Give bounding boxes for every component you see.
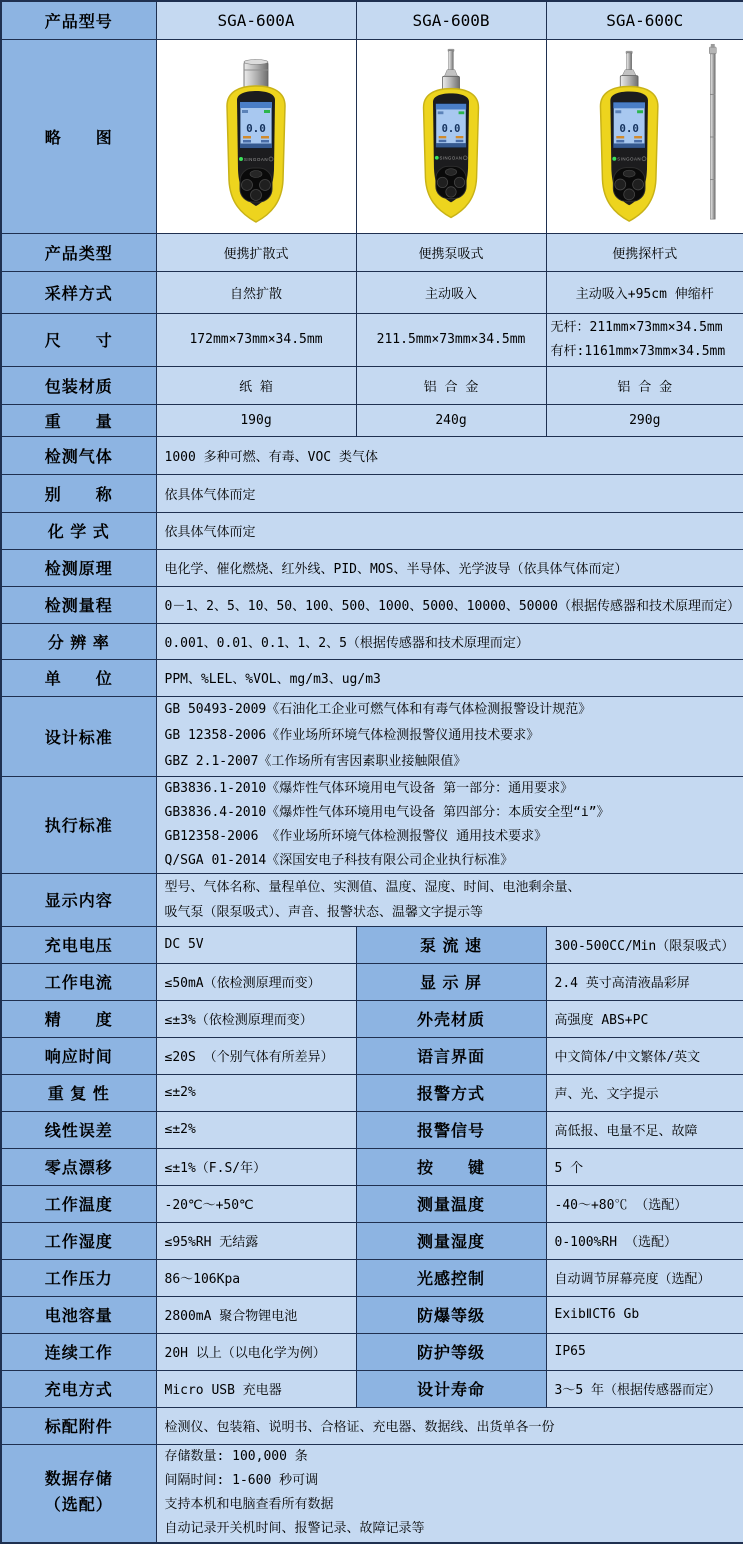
spec-value: 高强度 ABS+PC (546, 1000, 743, 1037)
header-col-label: 产品型号 (1, 1, 156, 39)
sampling-method-row (1, 271, 743, 313)
storage-label-line: （选配） (2, 1493, 156, 1519)
row-label: 执行标准 (1, 776, 156, 873)
spec-label: 设计寿命 (356, 1370, 546, 1407)
storage-line: 自动记录开关机时间、报警记录、故障记录等 (165, 1517, 740, 1541)
row-value: 240g (356, 404, 546, 436)
spec-label: 工作压力 (1, 1259, 156, 1296)
spec-label: 光感控制 (356, 1259, 546, 1296)
spec-value: 2.4 英寸高清液晶彩屏 (546, 963, 743, 1000)
spec-value: 3～5 年（根据传感器而定） (546, 1370, 743, 1407)
device-image-sga-600b (361, 42, 541, 230)
row-label: 分 辨 率 (1, 623, 156, 659)
spec-value: 5 个 (546, 1148, 743, 1185)
spec-label: 响应时间 (1, 1037, 156, 1074)
row-value: 211.5mm×73mm×34.5mm (356, 313, 546, 366)
row-value: 172mm×73mm×34.5mm (156, 313, 356, 366)
row-label: 化 学 式 (1, 512, 156, 549)
spec-value: 声、光、文字提示 (546, 1074, 743, 1111)
spec-label: 线性误差 (1, 1111, 156, 1148)
spec-value: 自动调节屏幕亮度（选配） (546, 1259, 743, 1296)
spec-value: ≤±2% (156, 1111, 356, 1148)
size-row (1, 313, 743, 366)
device-image-sga-600a (161, 42, 351, 230)
formula-row (1, 512, 743, 549)
accessories-row (1, 1407, 743, 1444)
spec-row (1, 1370, 743, 1407)
spec-label: 防爆等级 (356, 1296, 546, 1333)
spec-value: -20℃～+50℃ (156, 1185, 356, 1222)
spec-label: 报警信号 (356, 1111, 546, 1148)
spec-value: ≤95%RH 无结露 (156, 1222, 356, 1259)
spec-value: ≤20S （个别气体有所差异） (156, 1037, 356, 1074)
row-label: 单 位 (1, 659, 156, 696)
spec-row (1, 1222, 743, 1259)
row-value: 0.001、0.01、0.1、1、2、5（根据传感器和技术原理而定） (156, 623, 743, 659)
spec-label: 语言界面 (356, 1037, 546, 1074)
row-label: 别 称 (1, 474, 156, 512)
status-led (239, 157, 243, 161)
keypad (436, 166, 466, 198)
standard-line: GBZ 2.1-2007《工作场所有害因素职业接触限值》 (165, 749, 740, 775)
spec-label: 工作电流 (1, 963, 156, 1000)
header-row (1, 1, 743, 39)
row-value: 自然扩散 (156, 271, 356, 313)
spec-label: 工作湿度 (1, 1222, 156, 1259)
storage-label-line: 数据存储 (2, 1467, 156, 1493)
model-name-sga-600c: SGA-600C (546, 1, 743, 39)
spec-label: 显 示 屏 (356, 963, 546, 1000)
spec-row (1, 1333, 743, 1370)
standard-line: GB12358-2006 《作业场所环境气体检测报警仪 通用技术要求》 (165, 825, 740, 849)
storage-line: 支持本机和电脑查看所有数据 (165, 1493, 740, 1517)
row-label: 检测气体 (1, 436, 156, 474)
row-value: 检测仪、包装箱、说明书、合格证、充电器、数据线、出货单各一份 (156, 1407, 743, 1444)
row-value: 便携泵吸式 (356, 233, 546, 271)
row-value (546, 313, 743, 366)
spec-value: 20H 以上（以电化学为例） (156, 1333, 356, 1370)
spec-row (1, 1000, 743, 1037)
row-label: 产品类型 (1, 233, 156, 271)
spec-label: 充电电压 (1, 926, 156, 963)
sketch-row-label: 略 图 (1, 39, 156, 233)
spec-row (1, 1185, 743, 1222)
row-value: 便携探杆式 (546, 233, 743, 271)
row-value: 依具体气体而定 (156, 474, 743, 512)
screen-reading: 0.0 (246, 122, 266, 135)
brand-logo: SINGOAN (440, 156, 463, 161)
row-label: 尺 寸 (1, 313, 156, 366)
spec-row (1, 1259, 743, 1296)
spec-label: 外壳材质 (356, 1000, 546, 1037)
row-label: 采样方式 (1, 271, 156, 313)
execution-standard-row (1, 776, 743, 873)
spec-row (1, 1111, 743, 1148)
spec-value: ≤±2% (156, 1074, 356, 1111)
screen-reading: 0.0 (442, 123, 461, 135)
row-value: 主动吸入 (356, 271, 546, 313)
size-no-rod: 无杆：211mm×73mm×34.5mm (551, 316, 743, 340)
spec-row (1, 963, 743, 1000)
keypad (613, 168, 645, 202)
sensor-cap-icon (244, 60, 268, 89)
spec-label: 连续工作 (1, 1333, 156, 1370)
spec-label: 泵 流 速 (356, 926, 546, 963)
image-cell-sga-600a (156, 39, 356, 233)
row-value: 290g (546, 404, 743, 436)
display-line: 吸气泵（限泵吸式）、声音、报警状态、温馨文字提示等 (165, 900, 740, 925)
unit-row (1, 659, 743, 696)
row-value: 主动吸入+95cm 伸缩杆 (546, 271, 743, 313)
row-label: 包装材质 (1, 366, 156, 404)
row-value: 1000 多种可燃、有毒、VOC 类气体 (156, 436, 743, 474)
spec-label: 电池容量 (1, 1296, 156, 1333)
design-standard-row (1, 696, 743, 776)
spec-value: -40～+80℃ （选配） (546, 1185, 743, 1222)
pump-probe-icon (442, 49, 459, 91)
product-type-row (1, 233, 743, 271)
standard-line: Q/SGA 01-2014《深国安电子科技有限公司企业执行标准》 (165, 849, 740, 873)
row-value (156, 776, 743, 873)
row-label: 显示内容 (1, 873, 156, 926)
spec-row (1, 1074, 743, 1111)
gas-row (1, 436, 743, 474)
spec-label: 报警方式 (356, 1074, 546, 1111)
device-screen (240, 102, 272, 148)
spec-value: ≤±1%（F.S/年） (156, 1148, 356, 1185)
row-value: PPM、%LEL、%VOL、mg/m3、ug/m3 (156, 659, 743, 696)
row-value: 铝 合 金 (546, 366, 743, 404)
row-value: 电化学、催化燃烧、红外线、PID、MOS、半导体、光学波导（依具体气体而定） (156, 549, 743, 586)
brand-logo: SINGOAN (617, 157, 641, 162)
row-value: 铝 合 金 (356, 366, 546, 404)
spec-value: 300-500CC/Min（限泵吸式） (546, 926, 743, 963)
spec-value: 86～106Kpa (156, 1259, 356, 1296)
row-label: 设计标准 (1, 696, 156, 776)
spec-row (1, 1296, 743, 1333)
standard-line: GB3836.1-2010《爆炸性气体环境用电气设备 第一部分：通用要求》 (165, 777, 740, 801)
size-with-rod: 有杆:1161mm×73mm×34.5mm (551, 340, 743, 364)
packaging-row (1, 366, 743, 404)
standard-line: GB 12358-2006《作业场所环境气体检测报警仪通用技术要求》 (165, 723, 740, 749)
spec-row (1, 1037, 743, 1074)
keypad (240, 168, 272, 202)
spec-value: ≤±3%（依检测原理而变） (156, 1000, 356, 1037)
weight-row (1, 404, 743, 436)
status-led (612, 157, 616, 161)
row-value: 190g (156, 404, 356, 436)
spec-value: 中文简体/中文繁体/英文 (546, 1037, 743, 1074)
sketch-row (1, 39, 743, 233)
spec-label: 充电方式 (1, 1370, 156, 1407)
model-name-sga-600b: SGA-600B (356, 1, 546, 39)
range-row (1, 586, 743, 623)
screen-reading: 0.0 (619, 122, 639, 135)
spec-value: Micro USB 充电器 (156, 1370, 356, 1407)
row-label: 标配附件 (1, 1407, 156, 1444)
spec-row (1, 926, 743, 963)
row-value (156, 696, 743, 776)
spec-label: 测量湿度 (356, 1222, 546, 1259)
display-content-row (1, 873, 743, 926)
data-storage-row (1, 1444, 743, 1543)
standard-line: GB 50493-2009《石油化工企业可燃气体和有毒气体检测报警设计规范》 (165, 697, 740, 723)
spec-label: 测量温度 (356, 1185, 546, 1222)
row-label: 重 量 (1, 404, 156, 436)
spec-value: 0-100%RH （选配） (546, 1222, 743, 1259)
storage-line: 间隔时间: 1-600 秒可调 (165, 1469, 740, 1493)
display-line: 型号、气体名称、量程单位、实测值、温度、湿度、时间、电池剩余量、 (165, 875, 740, 900)
pump-probe-icon (620, 51, 638, 89)
spec-value: 2800mA 聚合物锂电池 (156, 1296, 356, 1333)
spec-row (1, 1148, 743, 1185)
spec-label: 防护等级 (356, 1333, 546, 1370)
status-led (435, 156, 439, 160)
device-screen (613, 102, 645, 148)
spec-value: DC 5V (156, 926, 356, 963)
row-label (1, 1444, 156, 1543)
image-cell-sga-600b (356, 39, 546, 233)
row-value: 0－1、2、5、10、50、100、500、1000、5000、10000、50000（根据传感器和技术原理而定） (156, 586, 743, 623)
device-screen (436, 104, 466, 148)
spec-label: 工作温度 (1, 1185, 156, 1222)
row-value (156, 1444, 743, 1543)
spec-label: 重 复 性 (1, 1074, 156, 1111)
row-value: 纸 箱 (156, 366, 356, 404)
model-name-sga-600a: SGA-600A (156, 1, 356, 39)
standard-line: GB3836.4-2010《爆炸性气体环境用电气设备 第四部分：本质安全型“i”》 (165, 801, 740, 825)
brand-logo: SINGOAN (244, 157, 268, 162)
device-image-sga-600c (551, 42, 739, 230)
image-cell-sga-600c (546, 39, 743, 233)
row-label: 检测量程 (1, 586, 156, 623)
spec-value: IP65 (546, 1333, 743, 1370)
resolution-row (1, 623, 743, 659)
row-value (156, 873, 743, 926)
alias-row (1, 474, 743, 512)
telescopic-rod-icon (709, 44, 716, 219)
row-value: 依具体气体而定 (156, 512, 743, 549)
storage-line: 存储数量: 100,000 条 (165, 1445, 740, 1469)
spec-label: 按 键 (356, 1148, 546, 1185)
spec-value: ExibⅡCT6 Gb (546, 1296, 743, 1333)
row-label: 检测原理 (1, 549, 156, 586)
spec-value: ≤50mA（依检测原理而变） (156, 963, 356, 1000)
spec-label: 零点漂移 (1, 1148, 156, 1185)
spec-label: 精 度 (1, 1000, 156, 1037)
principle-row (1, 549, 743, 586)
spec-value: 高低报、电量不足、故障 (546, 1111, 743, 1148)
row-value: 便携扩散式 (156, 233, 356, 271)
